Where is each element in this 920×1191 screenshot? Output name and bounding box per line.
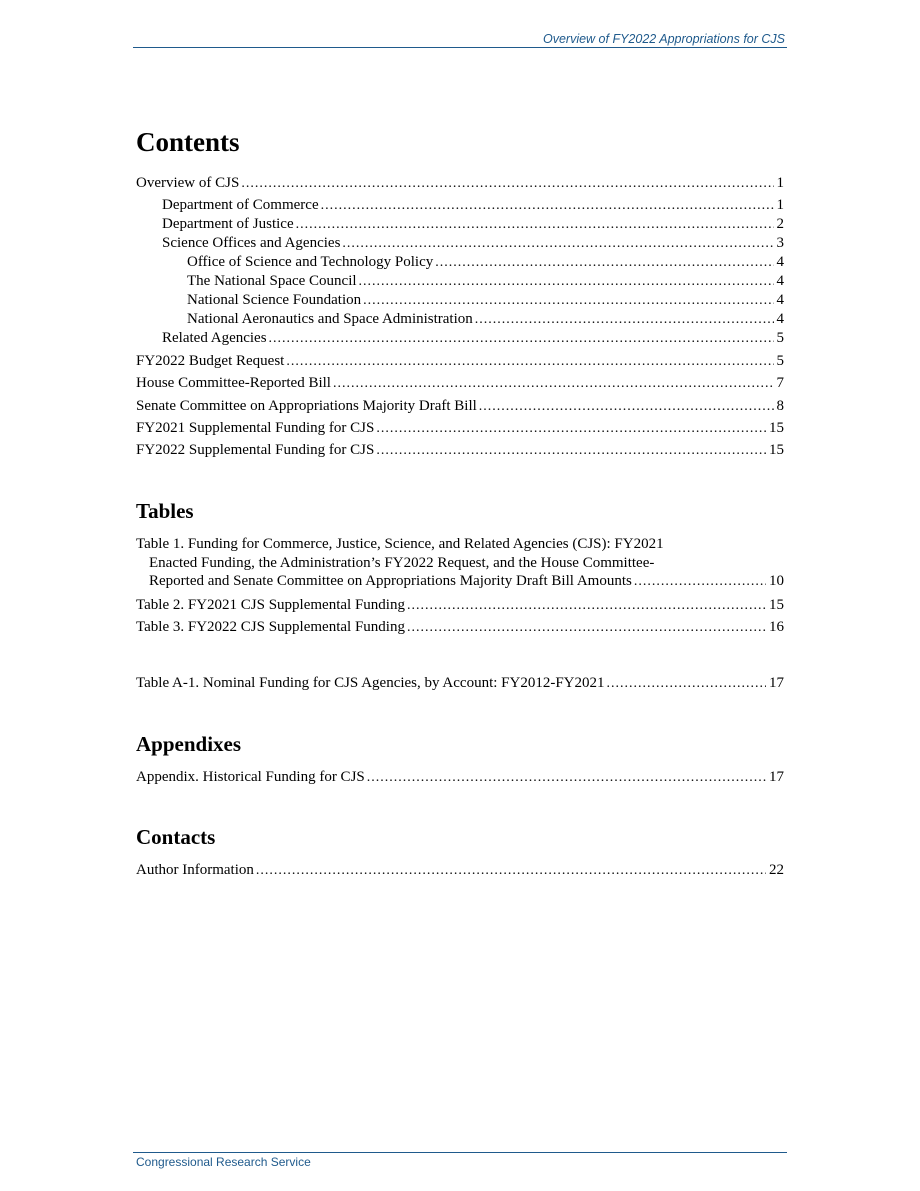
toc-entry-title: Author Information xyxy=(136,862,254,878)
toc-entry[interactable] xyxy=(162,214,784,234)
toc-entry-page: 15 xyxy=(769,442,784,458)
toc-entry-title: The National Space Council xyxy=(187,273,357,289)
toc-entry-title: Overview of CJS xyxy=(136,175,240,191)
toc-entry[interactable] xyxy=(136,673,784,693)
toc-entry-title: Appendix. Historical Funding for CJS xyxy=(136,769,365,785)
leader-dots xyxy=(286,352,773,372)
footer-rule xyxy=(133,1152,787,1153)
toc-entry[interactable] xyxy=(136,595,784,615)
toc-entry[interactable] xyxy=(136,617,784,637)
leader-dots xyxy=(333,374,774,394)
toc-entry-title: Table 3. FY2022 CJS Supplemental Funding xyxy=(136,619,405,635)
toc-entry-page: 15 xyxy=(769,597,784,613)
toc-entry-title: Table 2. FY2021 CJS Supplemental Funding xyxy=(136,597,405,613)
leader-dots xyxy=(359,272,774,292)
toc-entry-title: FY2022 Budget Request xyxy=(136,353,285,369)
toc-entry[interactable] xyxy=(136,373,784,393)
toc-entry[interactable] xyxy=(162,233,784,253)
toc-entry-page: 17 xyxy=(769,769,784,785)
toc-entry-page: 17 xyxy=(769,675,784,691)
toc-entry-table-1[interactable] xyxy=(136,535,784,591)
leader-dots xyxy=(634,573,766,592)
tables-heading: Tables xyxy=(136,499,194,523)
contents-heading: Contents xyxy=(136,127,240,157)
leader-dots xyxy=(269,329,774,349)
leader-dots xyxy=(376,441,766,461)
toc-entry-page: 1 xyxy=(776,197,784,213)
toc-entry-page: 7 xyxy=(776,375,784,391)
toc-entry[interactable] xyxy=(136,418,784,438)
toc-entry-page: 4 xyxy=(776,292,784,308)
leader-dots xyxy=(607,674,766,694)
toc-entry-title: Department of Commerce xyxy=(162,197,319,213)
running-header: Overview of FY2022 Appropriations for CJS xyxy=(542,32,785,46)
toc-entry-title: National Science Foundation xyxy=(187,292,362,308)
toc-entry[interactable] xyxy=(136,396,784,416)
appendixes-heading: Appendixes xyxy=(136,732,242,756)
toc-entry[interactable] xyxy=(136,767,784,787)
toc-entry-title: FY2022 Supplemental Funding for CJS xyxy=(136,442,375,458)
toc-entry-page: 3 xyxy=(776,235,784,251)
contacts-heading: Contacts xyxy=(136,825,216,849)
leader-dots xyxy=(296,215,774,235)
header-rule xyxy=(133,47,787,48)
toc-entry-title-line: Table 1. Funding for Commerce, Justice, Science, and Related Agencies (CJS): FY2021 xyxy=(136,536,664,552)
toc-entry[interactable] xyxy=(187,309,784,329)
toc-entry-title: Related Agencies xyxy=(162,330,267,346)
leader-dots xyxy=(376,419,766,439)
toc-entry-page: 15 xyxy=(769,420,784,436)
toc-entry-title: Office of Science and Technology Policy xyxy=(187,254,434,270)
toc-entry-page: 10 xyxy=(769,573,784,589)
toc-entry-last-line xyxy=(136,572,784,591)
leader-dots xyxy=(435,253,773,273)
toc-entry-page: 16 xyxy=(769,619,784,635)
leader-dots xyxy=(321,196,774,216)
toc-entry[interactable] xyxy=(187,290,784,310)
toc-entry[interactable] xyxy=(187,271,784,291)
toc-entry-title: Reported and Senate Committee on Appropriations Majority Draft Bill Amounts xyxy=(149,573,632,589)
toc-entry[interactable] xyxy=(162,195,784,215)
leader-dots xyxy=(342,234,773,254)
toc-entry[interactable] xyxy=(136,173,784,193)
leader-dots xyxy=(479,397,774,417)
leader-dots xyxy=(407,618,766,638)
toc-entry-page: 4 xyxy=(776,254,784,270)
toc-entry-page: 2 xyxy=(776,216,784,232)
toc-entry-title: Department of Justice xyxy=(162,216,294,232)
toc-entry-title: Senate Committee on Appropriations Majority Draft Bill xyxy=(136,398,477,414)
toc-entry-title: Table A-1. Nominal Funding for CJS Agencies, by Account: FY2012-FY2021 xyxy=(136,675,605,691)
leader-dots xyxy=(241,174,773,194)
toc-entry[interactable] xyxy=(136,860,784,880)
toc-entry-page: 4 xyxy=(776,311,784,327)
toc-entry-page: 8 xyxy=(776,398,784,414)
leader-dots xyxy=(256,861,766,881)
toc-entry-page: 4 xyxy=(776,273,784,289)
toc-entry-title: Science Offices and Agencies xyxy=(162,235,341,251)
toc-entry-page: 22 xyxy=(769,862,784,878)
toc-entry-title: House Committee-Reported Bill xyxy=(136,375,331,391)
leader-dots xyxy=(367,768,766,788)
leader-dots xyxy=(475,310,774,330)
leader-dots xyxy=(363,291,773,311)
toc-entry-title-line: Enacted Funding, the Administration’s FY2022 Request, and the House Committee- xyxy=(149,554,655,571)
toc-entry-title: FY2021 Supplemental Funding for CJS xyxy=(136,420,375,436)
toc-entry-page: 5 xyxy=(776,330,784,346)
toc-entry[interactable] xyxy=(136,351,784,371)
footer-text: Congressional Research Service xyxy=(136,1155,311,1169)
toc-entry[interactable] xyxy=(136,440,784,460)
toc-entry-title: National Aeronautics and Space Administration xyxy=(187,311,473,327)
toc-entry[interactable] xyxy=(162,328,784,348)
leader-dots xyxy=(407,596,766,616)
toc-entry[interactable] xyxy=(187,252,784,272)
toc-entry-page: 1 xyxy=(776,175,784,191)
toc-entry-page: 5 xyxy=(776,353,784,369)
